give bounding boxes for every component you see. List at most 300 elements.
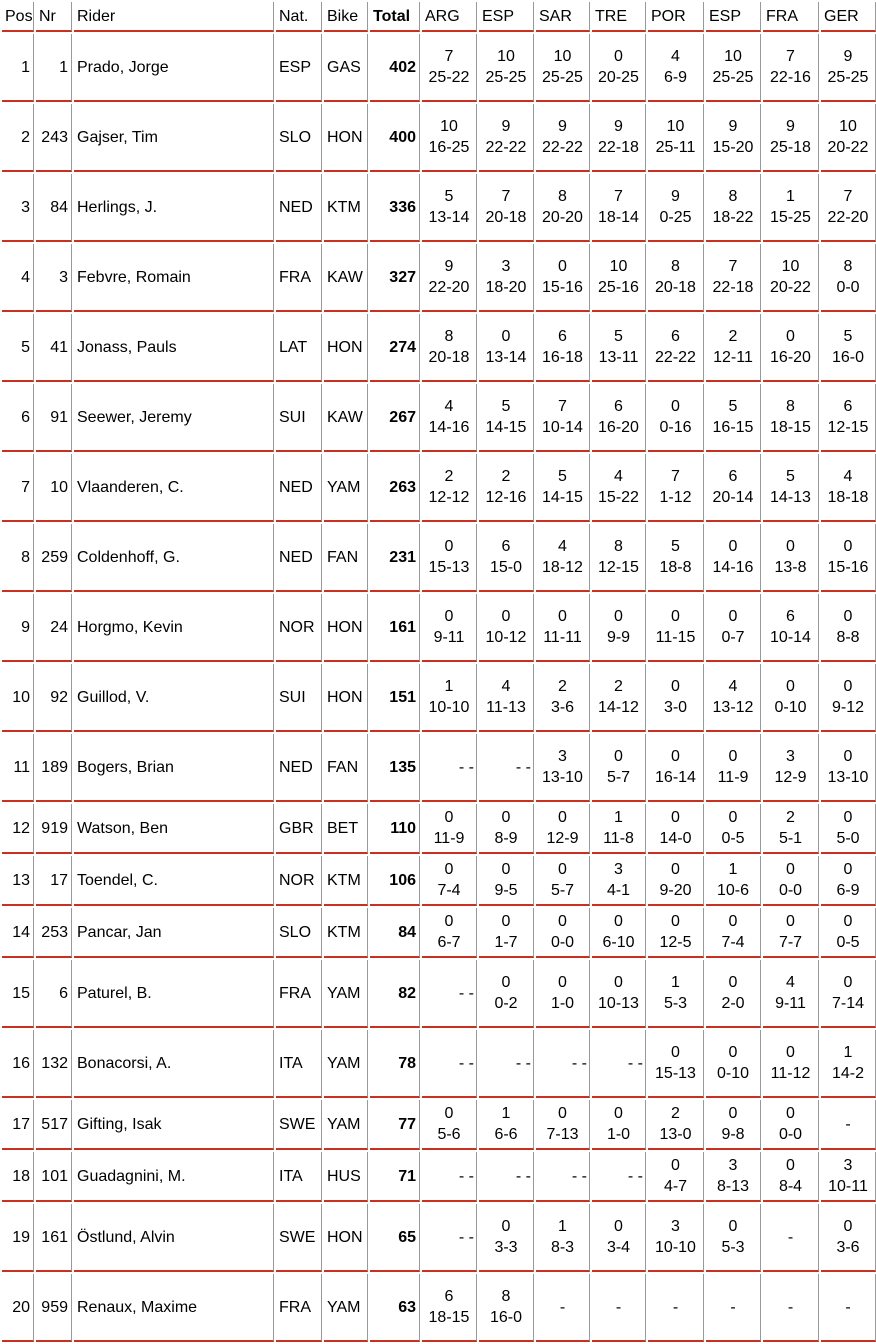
cell-nat: NOR [276,856,322,906]
cell-round-result [536,594,590,662]
round-heat-scores: 5-3 [663,995,688,1012]
round-points: 9 [786,118,795,135]
col-round[interactable]: ESP [479,2,534,32]
round-heat-scores: 3-3 [494,1239,518,1256]
round-points: 0 [786,1105,795,1122]
cell-nat: SWE [276,1204,322,1272]
round-heat-scores: 13-14 [485,349,527,366]
round-heat-scores: - [559,1298,566,1316]
round-heat-scores: 0-2 [494,995,518,1012]
cell-round-result [592,384,646,452]
cell-bike: HON [324,664,368,732]
round-points: 0 [501,608,511,625]
round-heat-scores: 12-15 [827,419,869,436]
round-points: 0 [843,538,853,555]
round-heat-scores: 6-6 [494,1126,518,1143]
round-points: 0 [558,861,567,878]
cell-round-result [706,1100,761,1150]
round-points: 10 [666,118,685,135]
cell-round-result [763,908,819,958]
table-row [2,104,876,172]
cell-nat: NED [276,734,322,802]
cell-total: 151 [370,664,420,732]
cell-total: 402 [370,34,420,102]
cell-round-result [479,1100,534,1150]
round-heat-scores: 11-9 [433,830,465,847]
cell-round-result [706,104,761,172]
round-points: 6 [671,328,680,345]
round-heat-scores: 14-13 [770,489,811,506]
round-heat-scores: 22-18 [712,279,754,296]
cell-nr: 84 [36,174,72,242]
cell-round-result [706,34,761,102]
round-points: 8 [843,258,853,275]
cell-round-result [706,454,761,522]
cell-nr: 92 [36,664,72,732]
round-points: 0 [558,258,567,275]
round-points: 4 [671,48,680,65]
cell-total: 84 [370,908,420,958]
round-heat-scores: 6-9 [663,69,688,86]
col-rider[interactable]: Rider [74,2,274,32]
cell-round-result [648,34,704,102]
round-points: 3 [614,861,623,878]
cell-round-result [422,314,477,382]
table-row [2,34,876,102]
round-heat-scores: 18-15 [428,1309,470,1326]
round-points: 3 [671,1218,680,1235]
round-points: 0 [444,1105,454,1122]
round-points: 0 [614,48,623,65]
col-round[interactable]: FRA [763,2,819,32]
cell-round-result [763,104,819,172]
cell-total: 336 [370,174,420,242]
cell-nat: LAT [276,314,322,382]
round-heat-scores: 12-9 [546,830,579,847]
round-points: 10 [609,258,628,275]
col-nr[interactable]: Nr [36,2,72,32]
round-heat-scores: 15-16 [542,279,583,296]
round-points: 1 [614,809,623,826]
round-heat-scores: 11-9 [717,769,749,786]
cell-round-result [821,174,876,242]
round-heat-scores: 3-6 [836,1239,860,1256]
round-points: 1 [843,1044,853,1061]
round-points: 2 [614,678,623,695]
cell-nat: ITA [276,1152,322,1202]
cell-round-result [422,908,477,958]
cell-rider[interactable]: Renaux, Maxime [74,1274,274,1342]
round-heat-scores: 12-5 [659,934,692,951]
cell-round-result [422,454,477,522]
round-points: 6 [843,398,853,415]
cell-bike: FAN [324,524,368,592]
round-heat-scores: 13-14 [428,209,470,226]
table-row [2,1030,876,1098]
cell-round-result [706,1204,761,1272]
cell-bike: HON [324,1204,368,1272]
round-heat-scores: 18-8 [659,559,692,576]
round-points: 0 [671,748,680,765]
round-heat-scores: 9-20 [659,882,692,899]
cell-round-result [763,34,819,102]
cell-rider[interactable]: Watson, Ben [74,804,274,854]
table-row [2,960,876,1028]
cell-round-result [422,960,477,1028]
cell-nr: 919 [36,804,72,854]
cell-nr: 6 [36,960,72,1028]
cell-round-result [821,34,876,102]
col-round[interactable]: POR [648,2,704,32]
round-heat-scores: 15-13 [655,1065,696,1082]
cell-round-result [706,856,761,906]
cell-nr: 17 [36,856,72,906]
round-points: 4 [558,538,567,555]
round-heat-scores: - - [571,1167,587,1185]
cell-round-result [821,1274,876,1342]
round-heat-scores: 20-20 [542,209,583,226]
cell-bike: YAM [324,1274,368,1342]
round-heat-scores: 1-0 [550,995,575,1012]
round-heat-scores: 12-12 [428,489,470,506]
round-heat-scores: 0-10 [774,699,807,716]
cell-round-result [536,734,590,802]
cell-total: 274 [370,314,420,382]
cell-round-result [422,664,477,732]
round-points: 0 [843,913,853,930]
round-heat-scores: 8-8 [836,629,860,646]
round-heat-scores: 22-22 [485,139,527,156]
round-points: 0 [501,328,511,345]
round-points: 6 [501,538,511,555]
cell-bike: YAM [324,1030,368,1098]
cell-round-result [536,244,590,312]
cell-round-result [479,804,534,854]
col-round[interactable]: GER [821,2,876,32]
round-points: 8 [728,188,738,205]
cell-rider[interactable]: Coldenhoff, G. [74,524,274,592]
round-heat-scores: 18-22 [712,209,754,226]
cell-round-result [648,1100,704,1150]
cell-round-result [592,524,646,592]
cell-rider[interactable]: Östlund, Alvin [74,1204,274,1272]
round-points: 0 [558,913,567,930]
cell-pos: 13 [2,856,34,906]
round-points: 10 [724,48,742,65]
cell-nat: SUI [276,664,322,732]
cell-round-result [763,804,819,854]
round-points: 8 [671,258,680,275]
cell-round-result [763,314,819,382]
cell-round-result [592,244,646,312]
cell-round-result [536,1030,590,1098]
col-round[interactable]: ESP [706,2,761,32]
round-heat-scores: 0-0 [778,882,803,899]
cell-round-result [422,1030,477,1098]
round-heat-scores: 11-8 [603,830,634,847]
table-row [2,244,876,312]
round-heat-scores: 25-25 [542,69,583,86]
round-heat-scores: - [730,1298,736,1316]
cell-total: 263 [370,454,420,522]
round-heat-scores: 13-12 [712,699,754,716]
round-points: 4 [444,398,454,415]
cell-round-result [592,960,646,1028]
cell-pos: 14 [2,908,34,958]
round-points: 0 [671,678,680,695]
cell-rider[interactable]: Bonacorsi, A. [74,1030,274,1098]
cell-round-result [592,594,646,662]
round-points: 5 [728,398,738,415]
round-heat-scores: 15-20 [712,139,754,156]
cell-pos: 6 [2,384,34,452]
cell-round-result [479,960,534,1028]
round-heat-scores: 22-22 [655,349,696,366]
cell-round-result [536,856,590,906]
round-points: 0 [786,678,795,695]
round-heat-scores: 18-18 [827,489,869,506]
round-heat-scores: 10-12 [485,629,527,646]
round-points: 7 [501,188,511,205]
col-round[interactable]: ARG [422,2,477,32]
round-points: 0 [786,913,795,930]
round-heat-scores: 10-11 [828,1178,868,1195]
cell-rider[interactable]: Toendel, C. [74,856,274,906]
cell-nr: 132 [36,1030,72,1098]
round-points: 7 [444,48,454,65]
round-points: 7 [843,188,853,205]
standings-body [2,34,876,1342]
round-heat-scores: 5-7 [550,882,575,899]
cell-round-result [763,1100,819,1150]
cell-rider[interactable]: Gifting, Isak [74,1100,274,1150]
cell-round-result [648,856,704,906]
cell-round-result [648,1274,704,1342]
cell-rider[interactable]: Horgmo, Kevin [74,594,274,662]
cell-rider[interactable]: Seewer, Jeremy [74,384,274,452]
round-heat-scores: 4-7 [663,1178,688,1195]
round-points: 0 [558,974,567,991]
round-points: 4 [786,974,795,991]
round-heat-scores: 20-25 [598,69,639,86]
cell-round-result [536,1100,590,1150]
round-heat-scores: 22-18 [598,139,639,156]
cell-round-result [422,734,477,802]
cell-round-result [422,524,477,592]
round-points: 0 [728,974,738,991]
round-points: 0 [558,608,567,625]
round-points: 3 [501,258,511,275]
round-points: 9 [843,48,853,65]
cell-round-result [536,384,590,452]
round-heat-scores: 16-25 [428,139,470,156]
cell-nat: SWE [276,1100,322,1150]
round-points: 7 [671,468,680,485]
cell-rider[interactable]: Prado, Jorge [74,34,274,102]
cell-rider[interactable]: Bogers, Brian [74,734,274,802]
round-heat-scores: - - [627,1054,643,1072]
cell-round-result [592,174,646,242]
cell-rider[interactable]: Gajser, Tim [74,104,274,172]
cell-round-result [821,1204,876,1272]
cell-round-result [648,524,704,592]
round-heat-scores: 13-8 [774,559,807,576]
round-heat-scores: 9-11 [433,629,465,646]
cell-nat: NED [276,174,322,242]
table-row [2,384,876,452]
round-heat-scores: 11-13 [486,699,526,716]
cell-nat: FRA [276,1274,322,1342]
cell-bike: KTM [324,174,368,242]
round-points: 1 [444,678,454,695]
cell-round-result [763,384,819,452]
cell-round-result [821,804,876,854]
round-points: 0 [671,1157,680,1174]
cell-round-result [592,804,646,854]
cell-round-result [648,244,704,312]
round-heat-scores: 8-3 [550,1239,575,1256]
round-heat-scores: 22-20 [827,209,869,226]
cell-bike: HON [324,594,368,662]
round-points: 2 [444,468,454,485]
cell-round-result [592,1152,646,1202]
col-round[interactable]: TRE [592,2,646,32]
round-heat-scores: 13-11 [598,349,639,366]
col-total[interactable]: Total [370,2,420,32]
round-points: 2 [786,809,795,826]
cell-pos: 1 [2,34,34,102]
cell-round-result [763,174,819,242]
col-pos[interactable]: Pos [2,2,34,32]
cell-round-result [706,244,761,312]
cell-round-result [763,664,819,732]
round-heat-scores: - - [571,1054,587,1072]
round-heat-scores: 5-7 [606,769,631,786]
round-points: 0 [786,328,795,345]
round-heat-scores: 14-16 [712,559,754,576]
cell-bike: YAM [324,960,368,1028]
round-points: 0 [728,913,738,930]
round-heat-scores: 0-5 [836,934,860,951]
round-heat-scores: 22-22 [542,139,583,156]
round-points: 2 [728,328,738,345]
round-heat-scores: 11-11 [543,629,582,646]
cell-pos: 2 [2,104,34,172]
round-points: 5 [614,328,623,345]
cell-round-result [648,594,704,662]
round-heat-scores: 1-7 [494,934,518,951]
cell-nat: SLO [276,104,322,172]
cell-nr: 253 [36,908,72,958]
cell-round-result [479,314,534,382]
round-points: 6 [444,1288,454,1305]
cell-rider[interactable]: Paturel, B. [74,960,274,1028]
col-bike[interactable]: Bike [324,2,368,32]
round-points: 0 [728,748,738,765]
cell-nat: SUI [276,384,322,452]
cell-round-result [648,960,704,1028]
round-points: 0 [614,974,623,991]
cell-round-result [821,664,876,732]
round-heat-scores: - - [458,1228,474,1246]
cell-bike: GAS [324,34,368,102]
round-heat-scores: 6-10 [602,934,635,951]
round-points: 0 [786,861,795,878]
cell-round-result [821,908,876,958]
cell-nr: 91 [36,384,72,452]
cell-round-result [821,454,876,522]
round-heat-scores: - [845,1298,851,1316]
cell-rider[interactable]: Jonass, Pauls [74,314,274,382]
round-points: 0 [843,974,853,991]
cell-round-result [479,1204,534,1272]
round-heat-scores: - - [458,1054,474,1072]
cell-rider[interactable]: Pancar, Jan [74,908,274,958]
cell-round-result [422,1274,477,1342]
round-heat-scores: - - [458,1167,474,1185]
round-points: 8 [614,538,623,555]
cell-rider[interactable]: Guillod, V. [74,664,274,732]
cell-bike: KAW [324,244,368,312]
cell-pos: 4 [2,244,34,312]
cell-total: 267 [370,384,420,452]
col-round[interactable]: SAR [536,2,590,32]
round-points: 0 [843,678,853,695]
round-heat-scores: 9-12 [831,699,865,716]
cell-round-result [821,1030,876,1098]
round-points: 0 [786,538,795,555]
round-heat-scores: 7-7 [778,934,803,951]
cell-rider[interactable]: Febvre, Romain [74,244,274,312]
round-heat-scores: - - [515,1054,531,1072]
cell-total: 400 [370,104,420,172]
cell-round-result [821,384,876,452]
cell-round-result [479,1274,534,1342]
round-points: 9 [501,118,511,135]
cell-bike: BET [324,804,368,854]
cell-total: 231 [370,524,420,592]
round-heat-scores: 1-12 [659,489,692,506]
cell-bike: HON [324,314,368,382]
round-points: 0 [444,538,454,555]
table-row [2,1152,876,1202]
cell-rider[interactable]: Vlaanderen, C. [74,454,274,522]
col-nat[interactable]: Nat. [276,2,322,32]
cell-round-result [706,734,761,802]
cell-nr: 959 [36,1274,72,1342]
cell-round-result [536,174,590,242]
round-points: 0 [501,861,511,878]
cell-nat: NOR [276,594,322,662]
round-heat-scores: 10-14 [542,419,583,436]
cell-rider[interactable]: Guadagnini, M. [74,1152,274,1202]
round-points: 7 [614,188,623,205]
cell-nr: 161 [36,1204,72,1272]
cell-round-result [536,314,590,382]
cell-round-result [592,1030,646,1098]
cell-bike: HON [324,104,368,172]
cell-pos: 16 [2,1030,34,1098]
round-points: 3 [558,748,567,765]
round-heat-scores: 15-0 [489,559,523,576]
table-row [2,1100,876,1150]
round-points: 5 [444,188,454,205]
cell-bike: KTM [324,856,368,906]
table-row [2,664,876,732]
table-row [2,908,876,958]
round-points: 0 [614,1218,623,1235]
cell-rider[interactable]: Herlings, J. [74,174,274,242]
